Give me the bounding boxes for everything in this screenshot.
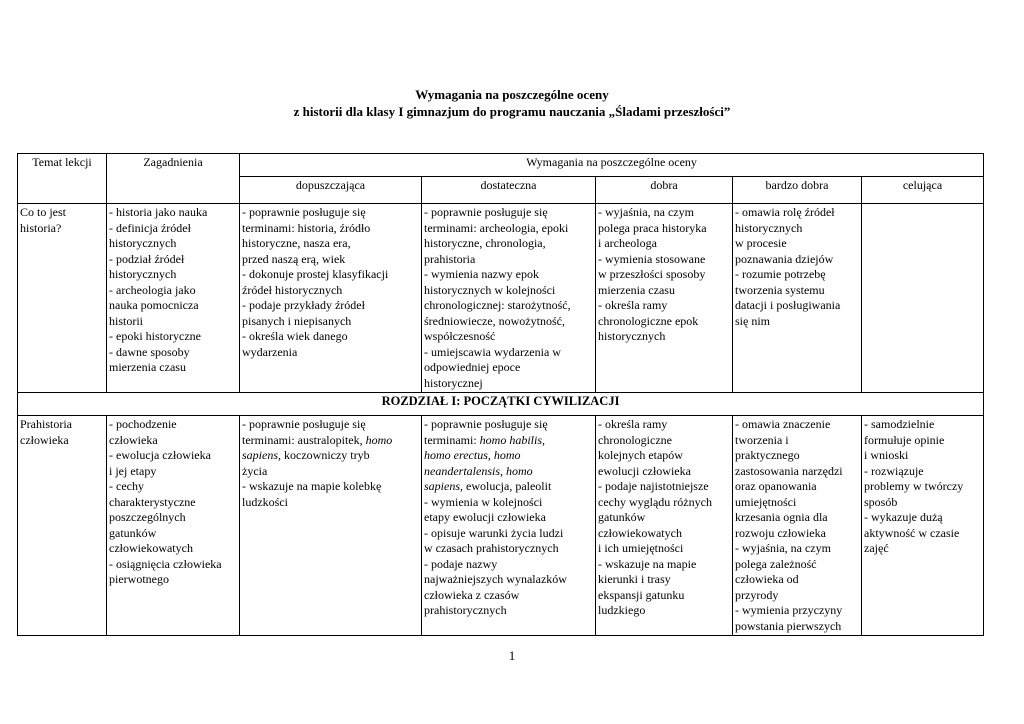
cell-line: średniowiecze, nowożytność,: [424, 313, 565, 328]
header-zagadnienia: Zagadnienia: [107, 154, 240, 204]
header-wymagania: Wymagania na poszczególne oceny: [240, 154, 984, 177]
cell-line: - rozumie potrzebę: [735, 267, 826, 281]
chapter-heading: ROZDZIAŁ I: POCZĄTKI CYWILIZACJI: [18, 393, 984, 416]
cell-line: homo erectus, homo: [424, 448, 521, 462]
cell-line: - wskazuje na mapie kolebkę: [242, 479, 382, 493]
cell-line: - wyjaśnia, na czym: [735, 541, 831, 555]
cell-line: zastosowania narzędzi: [735, 463, 843, 478]
cell-zagadnienia: [107, 416, 240, 636]
requirements-table: [17, 153, 984, 636]
cell-line: życia: [242, 463, 268, 478]
cell-dobra: [596, 416, 733, 636]
header-grade-dostateczna: dostateczna: [422, 177, 596, 204]
header-grade-celujaca: celująca: [862, 177, 984, 204]
cell-line: prahistoria: [424, 251, 476, 266]
cell-line: - poprawnie posługuje się: [242, 205, 366, 219]
cell-celujaca: [862, 416, 984, 636]
cell-line: historycznych: [109, 236, 177, 250]
cell-line: człowieka: [20, 432, 69, 447]
cell-line: pisanych i niepisanych: [242, 313, 352, 328]
cell-line: - podział źródeł: [109, 251, 185, 266]
cell-line: poznawania dziejów: [735, 251, 834, 266]
cell-line: terminami: archeologia, epoki: [424, 220, 569, 235]
cell-line: wydarzenia: [242, 344, 298, 359]
cell-line: człowiekowatych: [109, 541, 193, 555]
cell-line: historyczne, chronologia,: [424, 236, 546, 250]
header-grade-dopuszczajaca: dopuszczająca: [240, 177, 422, 204]
cell-line: źródeł historycznych: [242, 282, 343, 297]
cell-line: sapiens, koczowniczy tryb: [242, 448, 370, 462]
cell-line: się nim: [735, 313, 770, 328]
cell-line: - omawia znaczenie: [735, 417, 831, 431]
cell-line: poszczególnych: [109, 510, 186, 524]
cell-line: - samodzielnie: [864, 417, 935, 431]
cell-line: zajęć: [864, 541, 889, 555]
cell-temat: [18, 416, 107, 636]
cell-dopuszczajaca: [240, 204, 422, 393]
cell-line: ludzkości: [242, 494, 288, 509]
cell-line: i archeologa: [598, 236, 657, 250]
cell-line: ewolucji człowieka: [598, 463, 691, 478]
cell-line: i wnioski: [864, 448, 909, 462]
cell-line: ludzkiego: [598, 603, 646, 617]
cell-line: historycznych: [735, 220, 803, 235]
cell-dostateczna: [422, 416, 596, 636]
cell-line: tworzenia systemu: [735, 282, 825, 297]
cell-line: - określa ramy: [598, 417, 668, 431]
cell-line: etapy ewolucji człowieka: [424, 510, 546, 524]
cell-line: historyczne, nasza era,: [242, 236, 351, 250]
cell-line: mierzenia czasu: [109, 360, 186, 374]
cell-line: historycznych: [109, 267, 177, 281]
cell-line: chronologiczne epok: [598, 313, 699, 328]
cell-line: - wymienia w kolejności: [424, 494, 543, 509]
cell-line: historycznych: [598, 329, 666, 343]
cell-line: pierwotnego: [109, 572, 169, 586]
cell-line: odpowiedniej epoce: [424, 360, 521, 374]
cell-line: - wyjaśnia, na czym: [598, 205, 694, 219]
table-row: [18, 416, 984, 636]
cell-line: człowieka z czasów: [424, 587, 520, 602]
cell-line: - poprawnie posługuje się: [424, 205, 548, 219]
table-row: [18, 204, 984, 393]
cell-line: - archeologia jako: [109, 282, 196, 297]
cell-line: ekspansji gatunku: [598, 587, 685, 602]
cell-line: polega zależność: [735, 556, 817, 571]
cell-line: Prahistoria: [20, 417, 72, 431]
cell-zagadnienia: [107, 204, 240, 393]
cell-line: - podaje nazwy: [424, 556, 498, 571]
cell-line: - osiągnięcia człowieka: [109, 556, 222, 571]
cell-line: sposób: [864, 494, 898, 509]
header-grade-dobra: dobra: [596, 177, 733, 204]
cell-line: - epoki historyczne: [109, 329, 201, 343]
cell-line: - wymienia przyczyny: [735, 603, 843, 617]
cell-line: chronologiczne: [598, 432, 672, 447]
cell-line: formułuje opinie: [864, 432, 945, 447]
cell-line: umiejętności: [735, 494, 797, 509]
cell-line: historycznych w kolejności: [424, 282, 556, 297]
cell-line: kierunki i trasy: [598, 572, 671, 586]
cell-line: prahistorycznych: [424, 603, 507, 617]
cell-line: - poprawnie posługuje się: [424, 417, 548, 431]
cell-line: współczesność: [424, 329, 496, 343]
cell-line: - dawne sposoby: [109, 344, 190, 359]
cell-line: mierzenia czasu: [598, 282, 675, 297]
page-number: 1: [508, 648, 516, 663]
cell-line: terminami: homo habilis,: [424, 432, 545, 447]
cell-line: sapiens, ewolucja, paleolit: [424, 479, 552, 493]
cell-line: - podaje najistotniejsze: [598, 479, 709, 493]
cell-line: praktycznego: [735, 448, 800, 462]
cell-line: kolejnych etapów: [598, 448, 683, 462]
cell-line: człowiekowatych: [598, 525, 682, 540]
cell-line: - wskazuje na mapie: [598, 556, 697, 571]
cell-dopuszczajaca: [240, 416, 422, 636]
cell-line: cechy wyglądu różnych: [598, 494, 712, 509]
cell-line: przyrody: [735, 587, 779, 602]
cell-line: - ewolucja człowieka: [109, 448, 211, 462]
header-temat: Temat lekcji: [18, 154, 107, 204]
cell-line: - podaje przykłady źródeł: [242, 298, 365, 312]
cell-line: - definicja źródeł: [109, 220, 191, 235]
cell-line: - wymienia stosowane: [598, 251, 706, 266]
cell-line: rozwoju człowieka: [735, 525, 826, 540]
cell-line: historia?: [20, 220, 62, 235]
cell-line: - określa ramy: [598, 298, 668, 312]
cell-line: człowieka od: [735, 572, 799, 586]
document-subtitle: z historii dla klasy I gimnazjum do programu nauczania „Śladami przeszłości”: [293, 104, 731, 119]
cell-line: gatunków: [598, 510, 646, 524]
cell-line: - omawia rolę źródeł: [735, 205, 835, 219]
cell-line: - pochodzenie: [109, 417, 177, 431]
cell-bardzo-dobra: [733, 416, 862, 636]
cell-temat: [18, 204, 107, 393]
cell-line: nauka pomocnicza: [109, 298, 199, 312]
cell-line: człowieka: [109, 432, 158, 447]
cell-bardzo-dobra: [733, 204, 862, 393]
cell-line: i ich umiejętności: [598, 541, 684, 555]
cell-line: - wymienia nazwy epok: [424, 267, 539, 281]
cell-line: - opisuje warunki życia ludzi: [424, 525, 564, 540]
cell-line: w procesie: [735, 236, 787, 250]
cell-line: krzesania ognia dla: [735, 510, 828, 524]
cell-line: historycznej: [424, 375, 483, 390]
cell-line: aktywność w czasie: [864, 525, 960, 540]
cell-line: w przeszłości sposoby: [598, 267, 706, 281]
cell-line: - wykazuje dużą: [864, 510, 943, 524]
cell-line: charakterystyczne: [109, 494, 196, 509]
cell-line: oraz opanowania: [735, 479, 817, 493]
cell-line: polega praca historyka: [598, 220, 707, 235]
cell-line: gatunków: [109, 525, 157, 540]
cell-line: - określa wiek danego: [242, 329, 348, 343]
cell-line: powstania pierwszych: [735, 618, 842, 633]
cell-line: najważniejszych wynalazków: [424, 572, 567, 586]
cell-line: i jej etapy: [109, 463, 157, 478]
cell-line: terminami: historia, źródło: [242, 220, 371, 235]
cell-line: - umiejscawia wydarzenia w: [424, 344, 561, 359]
cell-line: - dokonuje prostej klasyfikacji: [242, 267, 389, 281]
cell-line: datacji i posługiwania: [735, 298, 841, 312]
cell-line: - rozwiązuje: [864, 463, 924, 478]
cell-line: w czasach prahistorycznych: [424, 541, 559, 555]
cell-line: Co to jest: [20, 205, 67, 219]
cell-line: neandertalensis, homo: [424, 463, 533, 478]
cell-dobra: [596, 204, 733, 393]
document-title: Wymagania na poszczególne oceny: [415, 87, 609, 102]
cell-celujaca: [862, 204, 984, 393]
cell-line: - cechy: [109, 479, 144, 493]
cell-line: chronologicznej: starożytność,: [424, 298, 571, 312]
cell-line: - historia jako nauka: [109, 205, 208, 219]
cell-line: przed naszą erą, wiek: [242, 251, 346, 266]
cell-line: tworzenia i: [735, 432, 789, 447]
cell-line: terminami: australopitek, homo: [242, 432, 393, 447]
header-grade-bardzo-dobra: bardzo dobra: [733, 177, 862, 204]
cell-line: - poprawnie posługuje się: [242, 417, 366, 431]
cell-line: problemy w twórczy: [864, 479, 964, 493]
cell-dostateczna: [422, 204, 596, 393]
cell-line: historii: [109, 313, 144, 328]
